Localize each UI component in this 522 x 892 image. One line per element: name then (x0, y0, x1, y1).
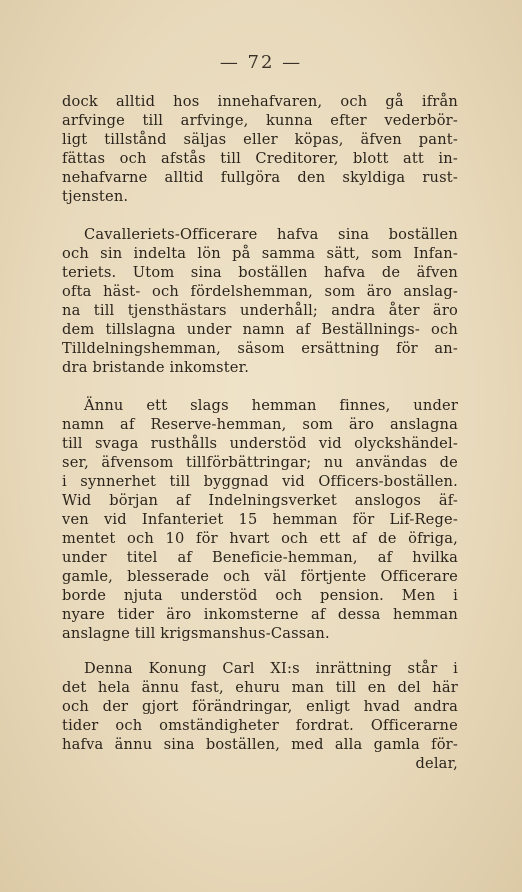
text-line: gamle, blesserade och väl förtjente Officerare (62, 568, 458, 585)
text-line: arfvinge till arfvinge, kunna efter vederbör- (62, 112, 458, 129)
paragraph-gap (62, 206, 458, 225)
text-line: Cavalleriets-Officerare hafva sina boställen (84, 226, 458, 243)
text-line: Tilldelningshemman, säsom ersättning för an- (62, 340, 458, 357)
paragraph-gap (62, 377, 458, 396)
paragraph (62, 225, 458, 377)
text-line: na till tjensthästars underhåll; andra åter äro (62, 302, 458, 319)
text-line: fättas och afstås till Creditorer, blott att in- (62, 150, 458, 167)
text-line: under titel af Beneficie-hemman, af hvilka (62, 549, 458, 566)
catchword: delar, (415, 755, 458, 772)
text-line: och der gjort förändringar, enligt hvad andra (62, 698, 458, 715)
paragraph-gap (62, 643, 458, 659)
paragraph (62, 92, 458, 206)
text-line: Wid början af Indelningsverket anslogos äf- (62, 492, 458, 509)
page-number: — 72 — (219, 52, 303, 73)
text-line: ofta häst- och fördelshemman, som äro anslag- (62, 283, 458, 300)
text-line: tider och omständigheter fordrat. Officerarne (62, 717, 458, 734)
text-line: ser, äfvensom tillförbättringar; nu användas de (62, 454, 458, 471)
text-line: borde njuta understöd och pension. Men i (62, 587, 458, 604)
text-line: i synnerhet till byggnad vid Officers-boställen. (62, 473, 458, 490)
text-line: och sin indelta lön på samma sätt, som Infan- (62, 245, 458, 262)
text-line: nyare tider äro inkomsterne af dessa hemman (62, 606, 458, 623)
text-line: dra bristande inkomster. (62, 359, 250, 376)
text-line: Ännu ett slags hemman finnes, under (84, 397, 458, 414)
text-line: dock alltid hos innehafvaren, och gå ifrån (62, 93, 458, 110)
text-line: anslagne till krigsmanshus-Cassan. (62, 625, 330, 642)
text-line: ligt tillstånd säljas eller köpas, äfven pant- (62, 131, 458, 148)
text-line: mentet och 10 för hvart och ett af de öfriga, (62, 530, 458, 547)
body-text (62, 92, 458, 773)
text-line: teriets. Utom sina boställen hafva de äfven (62, 264, 458, 281)
text-line: nehafvarne alltid fullgöra den skyldiga rust- (62, 169, 458, 186)
text-line: Denna Konung Carl XI:s inrättning står i (84, 660, 458, 677)
text-line: dem tillslagna under namn af Beställnings- och (62, 321, 458, 338)
paragraph (62, 396, 458, 643)
text-line: till svaga rusthålls understöd vid olyckshändel- (62, 435, 458, 452)
text-line: namn af Reserve-hemman, som äro anslagna (62, 416, 458, 433)
text-line: ven vid Infanteriet 15 hemman för Lif-Rege- (62, 511, 458, 528)
paragraph (62, 659, 458, 754)
text-line: tjensten. (62, 188, 129, 205)
text-line: hafva ännu sina boställen, med alla gamla för- (62, 736, 458, 753)
text-line: det hela ännu fast, ehuru man till en del här (62, 679, 458, 696)
